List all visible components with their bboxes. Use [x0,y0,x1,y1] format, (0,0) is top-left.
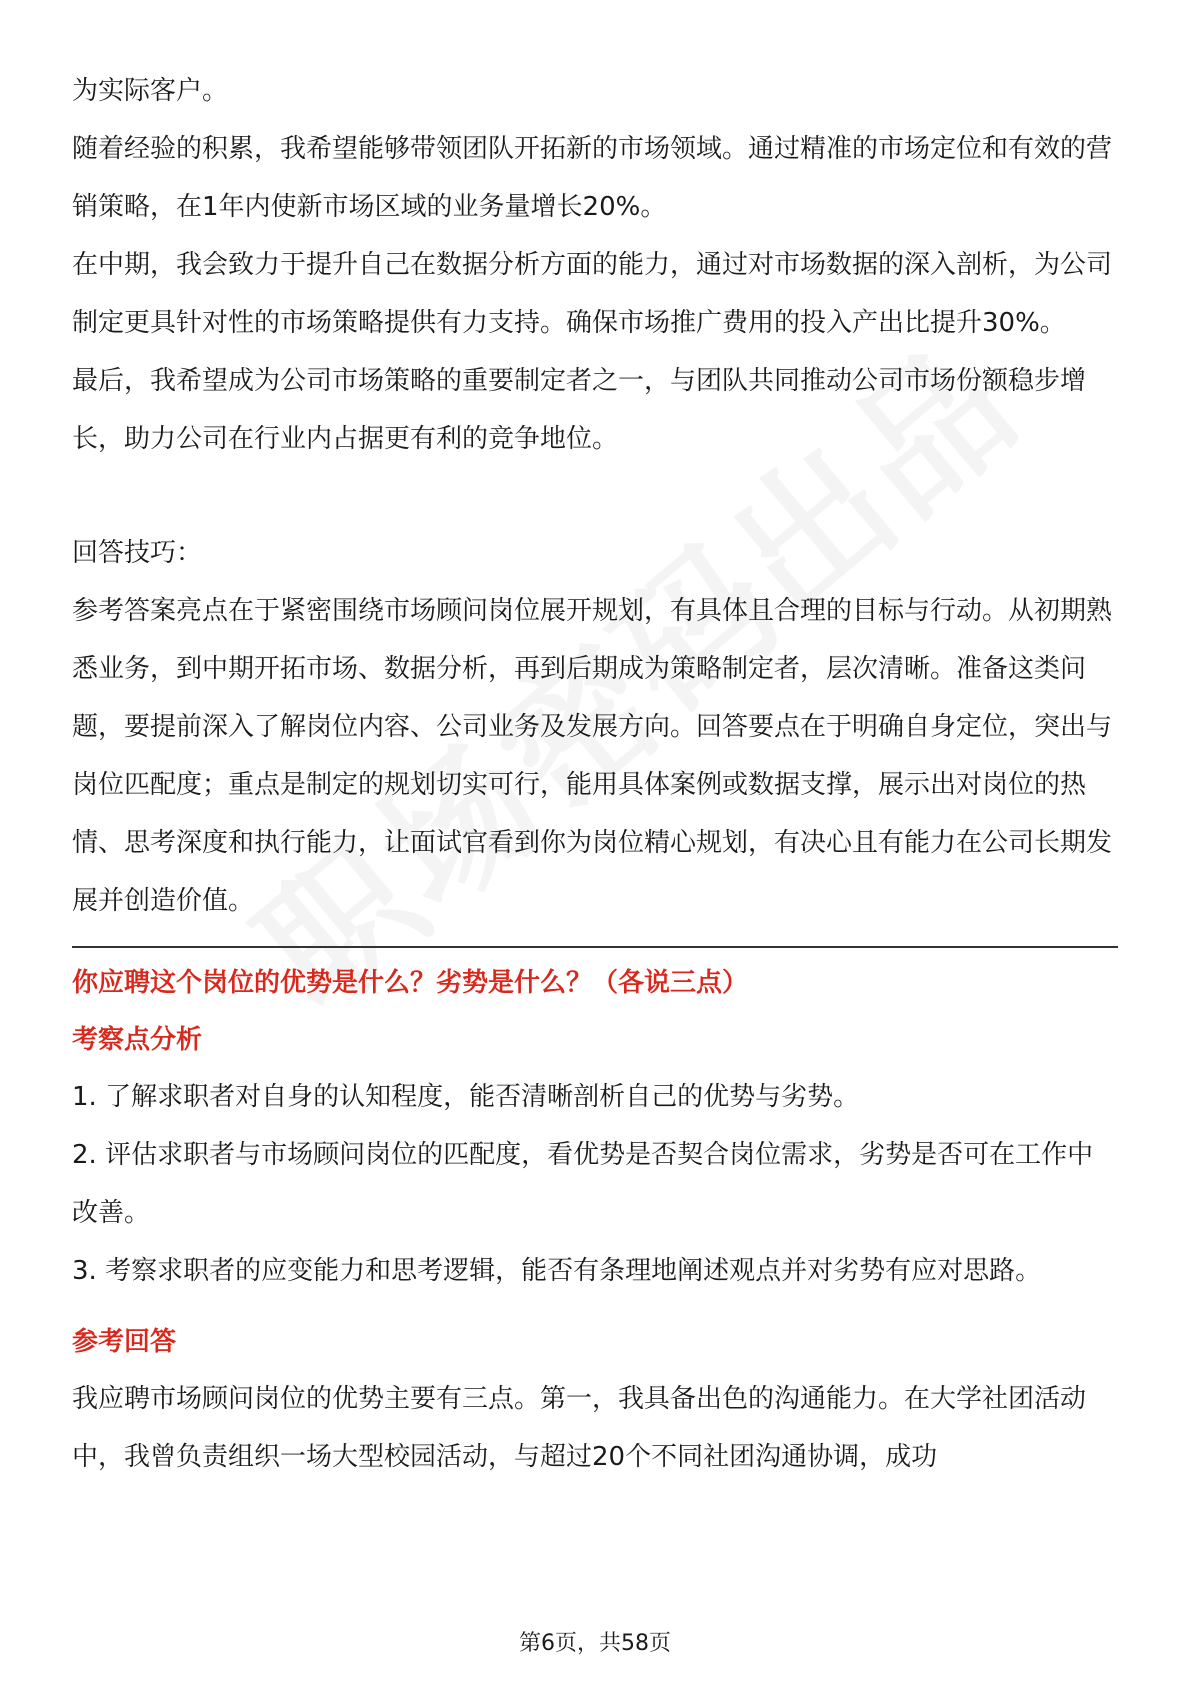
spacer [72,1300,1118,1314]
paragraph: 为实际客户。 [72,76,229,106]
paragraph: 在中期，我会致力于提升自己在数据分析方面的能力，通过对市场数据的深入剖析，为公司制定更具针对性的市场策略提供有力支持。确保市场推广费用的投入产出比提升30%。 [72,250,1113,338]
question-heading: 你应聘这个岗位的优势是什么？劣势是什么？（各说三点） [72,968,749,998]
reference-title: 参考回答 [72,1327,177,1357]
section-divider [72,946,1118,948]
analysis-item: 2. 评估求职者与市场顾问岗位的匹配度，看优势是否契合岗位需求，劣势是否可在工作中改善。 [72,1140,1094,1228]
page-number: 第6页，共58页 [519,1631,671,1656]
paragraph: 随着经验的积累，我希望能够带领团队开拓新的市场领域。通过精准的市场定位和有效的营销策略，在1年内使新市场区域的业务量增长20%。 [72,134,1113,222]
analysis-item: 1. 了解求职者对自身的认知程度，能否清晰剖析自己的优势与劣势。 [72,1082,860,1112]
reference-body: 我应聘市场顾问岗位的优势主要有三点。第一，我具备出色的沟通能力。在大学社团活动中，我曾负责组织一场大型校园活动，与超过20个不同社团沟通协调，成功 [72,1384,1087,1472]
document-body [72,62,1118,1486]
paragraph: 最后，我希望成为公司市场策略的重要制定者之一，与团队共同推动公司市场份额稳步增长，助力公司在行业内占据更有利的竞争地位。 [72,366,1087,454]
analysis-item: 3. 考察求职者的应变能力和思考逻辑，能否有条理地阐述观点并对劣势有应对思路。 [72,1256,1042,1286]
tips-body: 参考答案亮点在于紧密围绕市场顾问岗位展开规划，有具体且合理的目标与行动。从初期熟悉业务，到中期开拓市场、数据分析，再到后期成为策略制定者，层次清晰。准备这类问题，要提前深入了解岗位内容、公司业务及发展方向。回答要点在于明确自身定位，突出与岗位匹配度；重点是制定的规划切实可行，能用具体案例或数据支撑，展示出对岗位的热情、思考深度和执行能力，让面试官看到你为岗位精心规划，有决心且有能力在公司长期发展并创造价值。 [72,596,1113,916]
analysis-title: 考察点分析 [72,1025,203,1055]
spacer [72,468,1118,524]
tips-label: 回答技巧： [72,538,203,568]
